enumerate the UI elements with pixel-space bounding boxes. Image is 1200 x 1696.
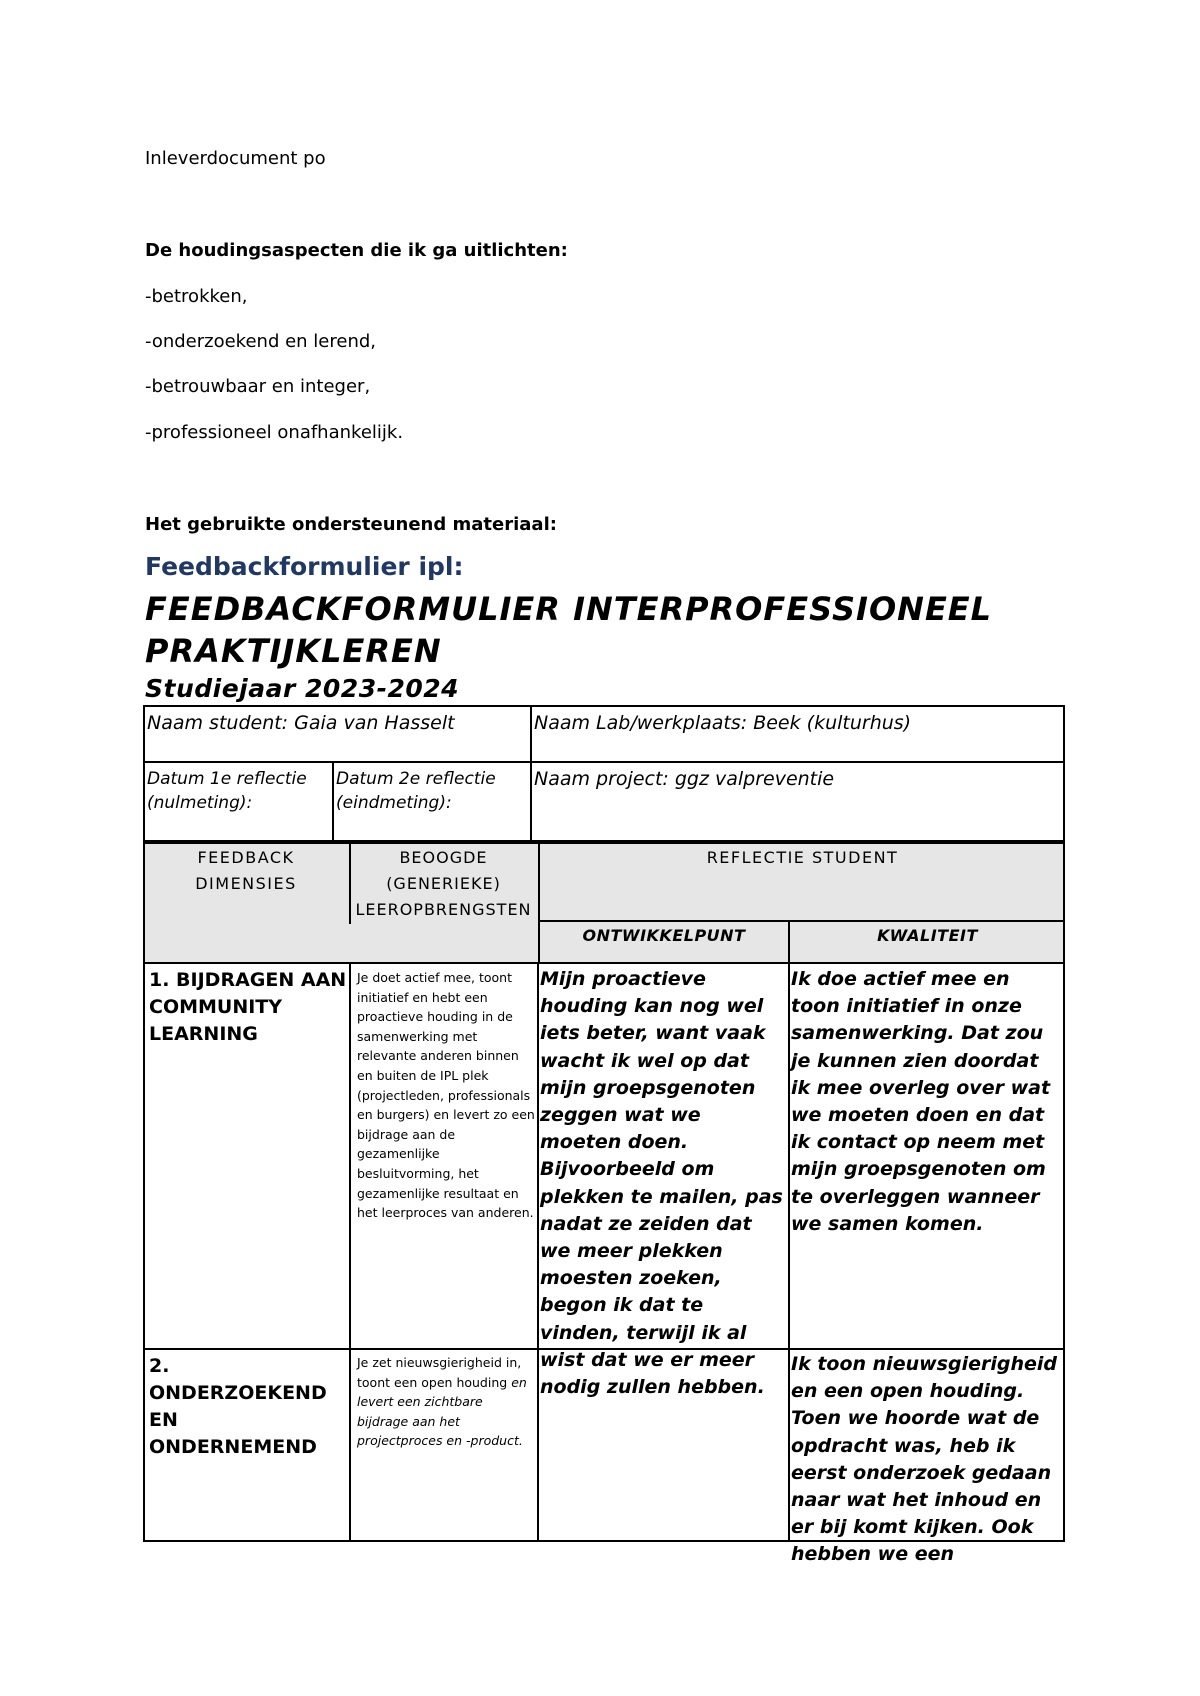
info-divider [332,761,334,842]
row-quality: Ik toon nieuwsgierigheid en een open houding. Toen we hoorde wat de opdracht was, heb ik eerst onderzoek gedaan naar wat het inhoud en er bij komt kijken. Ook hebben we een [791,1353,1057,1566]
column-divider [349,962,351,1542]
study-year: Studiejaar 2023-2024 [145,674,460,703]
row-dimension: 1. BIJDRAGEN AAN COMMUNITY LEARNING [149,969,347,1045]
row-development: Mijn proactieve houding kan nog wel iets beter, want vaak wacht ik wel op dat mijn groepsgenoten zeggen wat we moeten doen. Bijvoorbeeld om plekken te mailen, pas nadat ze zeiden dat we meer plekken moesten zoeken, begon ik dat te vinden, terwijl ik al wist dat we er meer nodig zullen hebben. [540,968,783,1399]
header-development: ONTWIKKELPUNT [582,926,746,945]
row-outcome [357,1353,537,1451]
date-second-reflection: Datum 2e reflectie (eindmeting): [336,769,496,813]
aspect-item: -onderzoekend en lerend, [145,331,377,352]
row-quality: Ik doe actief mee en toon initiatief in onze samenwerking. Dat zou je kunnen zien doordat ik mee overleg over wat we moeten doen en dat ik contact op neem met mijn groepsgenoten om te overleggen wanneer we samen komen. [791,968,1051,1235]
document-title: Inleverdocument po [145,148,326,169]
row-outcome-italic: en levert een zichtbare bijdrage aan het projectproces en -product. [357,1374,527,1449]
row-outcome: Je doet actief mee, toont initiatief en hebt een proactieve houding in de samenwerking met relevante anderen binnen en buiten de IPL plek (projectleden, professionals en burgers) en levert zo een bijdrage aan de gezamenlijke besluitvorming, het gezamenlijke resultaat en het leerproces van anderen. [357,970,535,1221]
lab-name: Naam Lab/werkplaats: Beek (kulturhus) [534,712,912,734]
column-divider [537,962,539,1542]
row-outcome-plain: Je zet nieuwsgierigheid in, toont een open houding [357,1355,522,1390]
aspect-item: -professioneel onafhankelijk. [145,422,404,443]
material-heading: Het gebruikte ondersteunend materiaal: [145,514,557,535]
header-divider [143,962,1065,964]
aspect-item: -betrouwbaar en integer, [145,376,371,397]
info-divider [530,705,532,842]
header-divider [538,920,1065,922]
header-quality: KWALITEIT [877,926,978,945]
header-outcomes: BEOOGDE (GENERIEKE) LEEROPBRENGSTEN [355,848,532,919]
form-label: Feedbackformulier ipl: [145,552,464,581]
aspects-heading: De houdingsaspecten die ik ga uitlichten: [145,240,568,261]
form-title: FEEDBACKFORMULIER INTERPROFESSIONEEL PRAKTIJKLEREN [145,590,993,670]
header-dimensions: FEEDBACK DIMENSIES [195,848,297,893]
info-divider [143,761,1065,763]
date-first-reflection: Datum 1e reflectie (nulmeting): [147,769,307,813]
column-divider [788,962,790,1542]
row-dimension: 2. ONDERZOEKEND EN ONDERNEMEND [149,1355,327,1458]
project-name: Naam project: ggz valpreventie [534,768,835,790]
header-reflection: REFLECTIE STUDENT [706,848,899,867]
aspect-item: -betrokken, [145,286,248,307]
student-name: Naam student: Gaia van Hasselt [147,712,455,734]
